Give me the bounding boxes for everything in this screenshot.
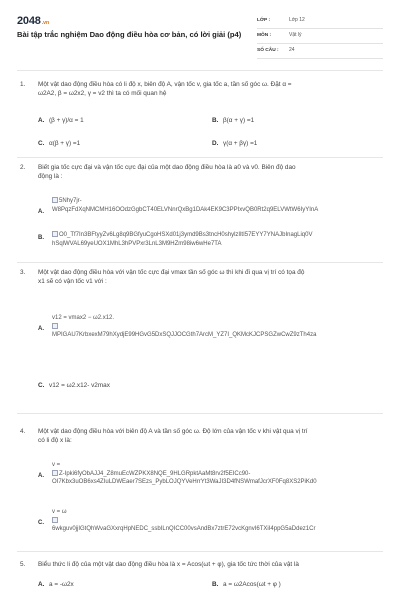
option-content [52,508,315,533]
question-text-line: Một vật dao động điều hòa với vận tốc cực đại vmax tần số góc ω thì khi đi qua vị trí có tọa độ [38,269,305,276]
option-letter: A. [38,473,44,479]
option-letter: B. [212,581,219,588]
question-text-line: có li độ x là: [38,437,72,445]
question-text [38,268,386,287]
broken-image-icon [52,231,58,237]
option-text: γ(α + βγ) =1 [223,140,258,147]
logo-suffix: .vn [41,20,50,26]
question-text [38,427,386,446]
alt-text: 5Nhy7jr- [59,198,82,204]
option-text: v12 = ω2.x12- v2max [49,382,110,389]
document-header [17,14,383,64]
option-letter: C. [38,382,45,389]
question-5 [20,560,386,600]
option-image-alt [52,231,312,248]
alt-text-line: hSqlWVAL69yeUOX1MhL3hPVPxr3LnL3M9HZm98iw6wHe7TA [52,240,222,247]
divider [17,70,383,71]
option-a[interactable] [38,461,386,499]
spacer-line [52,517,315,525]
broken-image-icon [52,517,58,523]
option-text: a = ω2Acos(ωt + φ ) [223,581,281,588]
meta-table [257,14,383,59]
meta-row-subject [257,29,383,44]
question-text-line: Biết gia tốc cực đại và vận tốc cực đại của một dao động điều hòa là a0 và v0. Biên độ dao [38,164,296,171]
divider [17,413,383,414]
question-text [38,560,386,569]
question-text-line: động là : [38,173,63,181]
broken-image-icon [52,470,58,476]
alt-text-line: OI7Kbx3uOB6xs4ZIuLDWEaer7SEzs_PybLOJQYVeHrrYt3WaJI3D4fNSWmafJcrXF0Fq8XS2PiKd0 [52,479,317,486]
divider [17,262,383,263]
option-letter: A. [38,209,44,215]
option-letter: A. [38,326,44,332]
alt-text-line [52,231,312,240]
meta-row-class [257,14,383,29]
option-content [52,461,317,487]
question-text-line: Một vật dao động điều hòa với biên độ A và tần số góc ω. Độ lớn của vận tốc v khi vật qua vị trí [38,428,308,435]
meta-key: SỐ CÂU : [257,47,279,53]
option-letter: A. [38,117,45,124]
question-text-line: x1 sẽ có vận tốc v1 với : [38,278,107,286]
document-title: Bài tập trắc nghiệm Dao động điều hòa cơ bản, có lời giải (p4) [17,30,242,39]
option-c[interactable] [38,139,80,148]
question-number: 3. [20,269,26,276]
option-image-alt [52,197,318,214]
question-text-line: Biểu thức li độ của một vật dao động điều hòa là x = Acos(ωt + φ), gia tốc tức thời của vật là [38,561,299,568]
option-text: (β + γ)/α = 1 [49,117,84,124]
option-letter: B. [38,235,44,241]
alt-text-line: MPIGAU7KrbxexM79hXydjE99HGvG5DxSQJJOCGth7ArcM_YZ7I_QKMcKJCPSGZwCwZ9zTh4za [52,331,317,338]
divider [17,157,383,158]
spacer-line [52,323,316,331]
option-c[interactable] [38,381,110,390]
option-letter: B. [212,117,219,124]
option-b[interactable] [38,231,386,261]
option-b[interactable] [212,116,254,125]
alt-text-line: 6wkguv0jjIGtQhWvaGXxrqHpNEDC_ssbILnQICC00vsAndBx7ztrE72vcKgnvI6TXiI4ppG5aDdez1Cr [52,525,316,532]
meta-value: Vật lý [289,32,302,39]
question-3 [20,268,386,408]
meta-key: LỚP : [257,17,271,23]
question-number: 2. [20,164,26,171]
divider [17,551,383,552]
option-letter: D. [212,140,219,147]
question-text [38,80,386,99]
meta-value: Lớp 12 [289,17,305,24]
question-number: 1. [20,81,26,88]
option-letter: C. [38,140,45,147]
option-content [52,314,316,339]
option-c[interactable] [38,508,386,538]
option-d[interactable] [212,139,257,148]
option-b[interactable] [212,580,281,589]
option-a[interactable] [38,580,74,589]
alt-text-line [52,197,318,206]
alt-text: Z-Ipki6fyObAJJ4_Z8muEcWZPKX8NQE_9HLGRpktAaMt8rv2f5EICc90- [59,470,251,477]
question-2 [20,163,386,263]
broken-image-icon [52,323,58,329]
question-4 [20,427,386,547]
broken-image-icon [52,197,58,203]
option-a[interactable] [38,314,386,354]
option-a[interactable] [38,197,386,227]
meta-row-count [257,44,383,59]
question-number: 4. [20,428,26,435]
question-number: 5. [20,561,26,568]
formula-line: v12 = vmax2 − ω2.x12. [52,315,115,321]
option-text: α(β + γ) =1 [49,140,81,147]
option-a[interactable] [38,116,84,125]
alt-text-line [52,470,317,479]
logo-main: 2048 [17,15,41,27]
option-letter: C. [38,520,44,526]
meta-key: MÔN : [257,32,272,38]
formula-line: v = [52,462,61,468]
formula-line: v = ω [52,509,67,515]
meta-value: 24 [289,47,295,54]
alt-text-line: W8PqzFdXqNMCMH16OOdzGgbCT40ELVNnrQxBg1DAk4EK9C3PPIxvQB0Rt2q9ELVWtW6IyYInA [52,206,319,213]
question-text [38,163,386,182]
option-text: β(α + γ) =1 [223,117,255,124]
option-text: a = -ω2x [49,581,74,588]
question-text-line: Một vật dao động điều hòa có li độ x, biên độ A, vận tốc v, gia tốc a, tần số góc ω. Đặt α = [38,81,292,88]
question-1 [20,80,386,160]
alt-text: O0_Tf7In3BFtyyZv6Lg8q9BGfyuCgoHSXd01j3ymd9Bs3tncH0shylzIltI57EYY7YNAJbInagLiq0V [59,232,313,238]
question-text-line: ω2A2, β = ω2x2, γ = v2 thì ta có mối quan hệ [38,90,167,98]
option-letter: A. [38,581,45,588]
site-logo[interactable] [17,14,49,30]
